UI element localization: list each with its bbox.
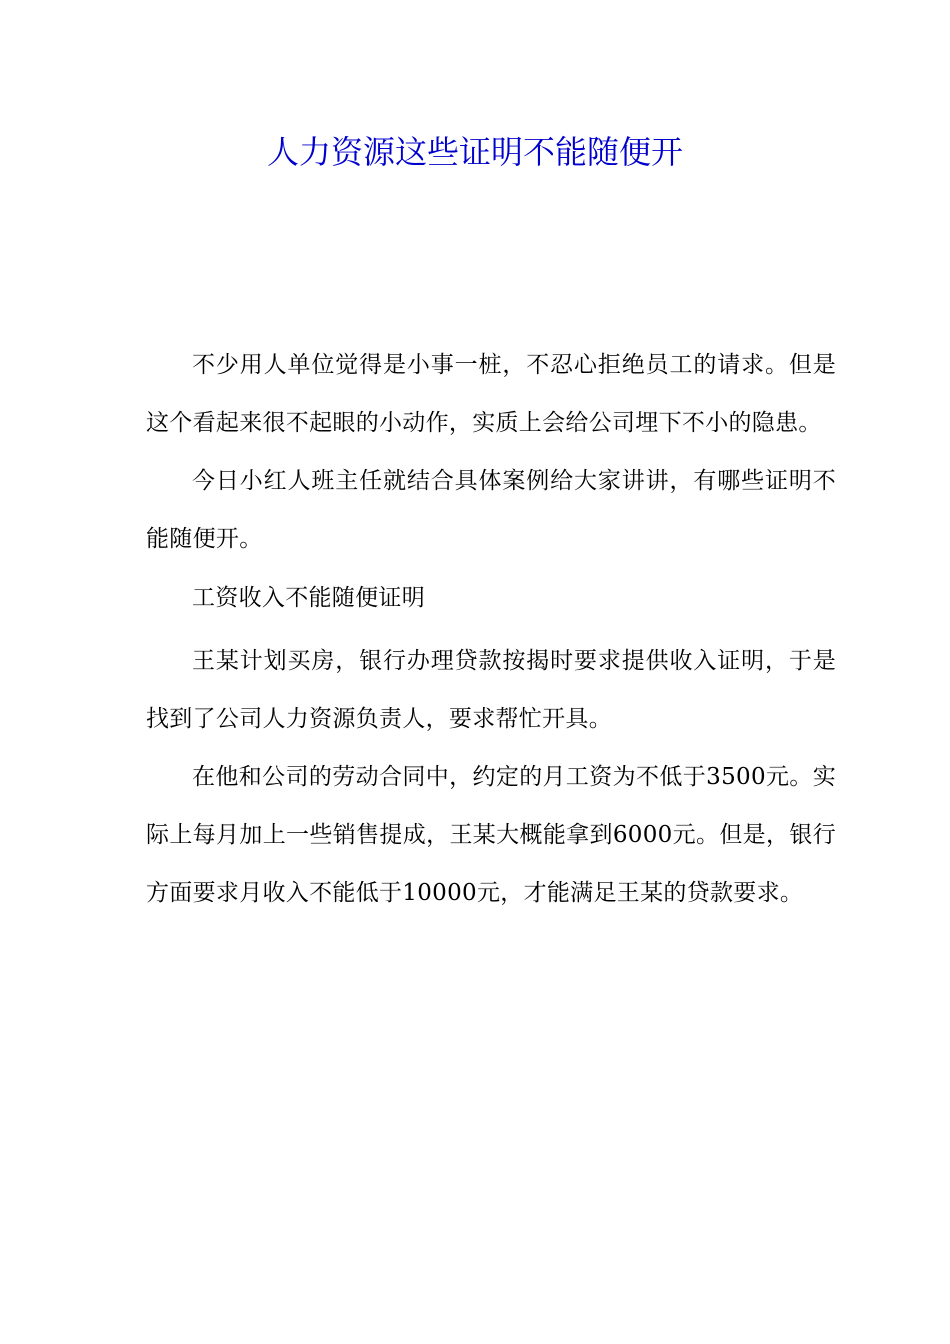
section-heading-income: 工资收入不能随便证明 xyxy=(192,585,425,611)
paragraph-case: 王某计划买房，银行办理贷款按揭时要求提供收入证明，于是找到了公司人力资源负责人，要求帮忙开具。 xyxy=(146,648,836,732)
paragraph-intro: 不少用人单位觉得是小事一桩，不忍心拒绝员工的请求。但是这个看起来很不起眼的小动作，实质上会给公司埋下不小的隐患。 xyxy=(146,352,836,436)
document-body xyxy=(146,336,836,922)
paragraph-preview: 今日小红人班主任就结合具体案例给大家讲讲，有哪些证明不能随便开。 xyxy=(146,468,836,552)
paragraph-salary: 在他和公司的劳动合同中，约定的月工资为不低于3500元。实际上每月加上一些销售提成，王某大概能拿到6000元。但是，银行方面要求月收入不能低于10000元，才能满足王某的贷款要求。 xyxy=(146,764,836,906)
document-title: 人力资源这些证明不能随便开 xyxy=(266,133,683,171)
